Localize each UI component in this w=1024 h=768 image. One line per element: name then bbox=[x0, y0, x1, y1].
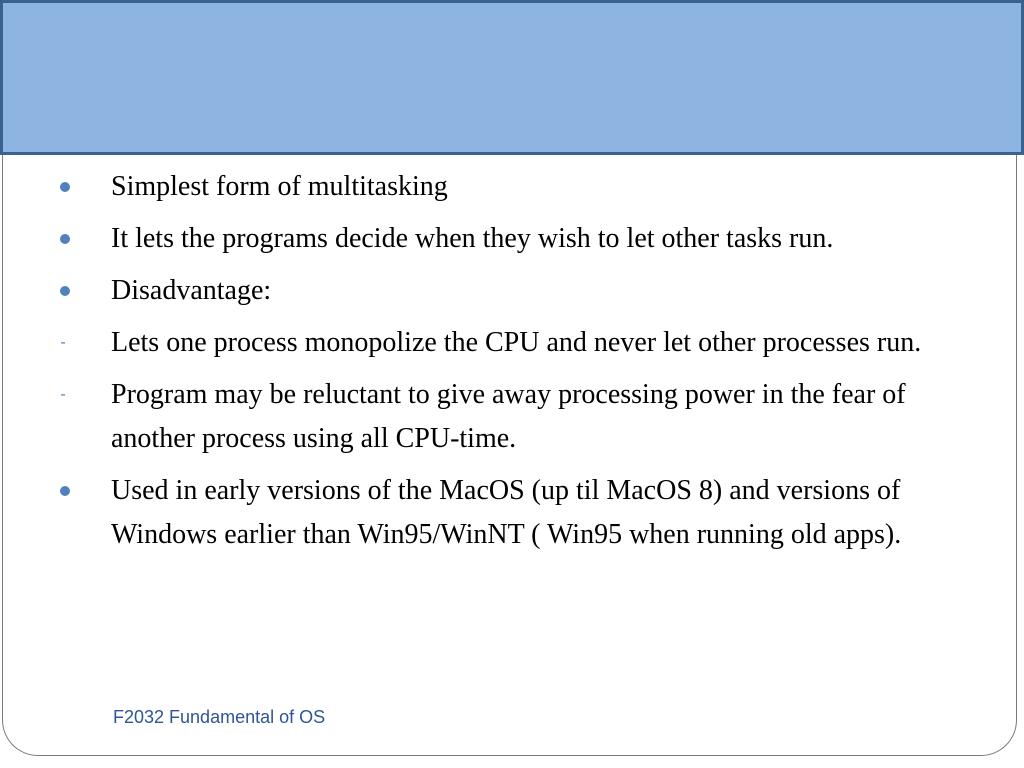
dash-marker bbox=[55, 373, 75, 417]
dash-icon: - bbox=[60, 334, 66, 351]
list-item bbox=[0, 269, 1000, 313]
list-item-text: Lets one process monopolize the CPU and never let other processes run. bbox=[111, 327, 922, 358]
bullet-list bbox=[0, 165, 1000, 565]
bullet-marker bbox=[55, 269, 75, 313]
bullet-dot-icon bbox=[60, 182, 70, 192]
dash-marker bbox=[55, 321, 75, 365]
list-item bbox=[0, 165, 1000, 209]
bullet-marker bbox=[55, 469, 75, 513]
bullet-marker bbox=[55, 165, 75, 209]
bullet-marker bbox=[55, 217, 75, 261]
slide-footer: F2032 Fundamental of OS bbox=[113, 707, 326, 727]
list-item-text: Disadvantage: bbox=[111, 275, 272, 306]
list-item-text: Program may be reluctant to give away processing power in the fear of another process using all CPU-time. bbox=[111, 379, 906, 454]
list-item bbox=[0, 217, 1000, 261]
bullet-dot-icon bbox=[60, 234, 70, 244]
list-item bbox=[0, 321, 1000, 365]
title-bar bbox=[0, 0, 1024, 155]
dash-icon: - bbox=[60, 386, 66, 403]
list-item-text: It lets the programs decide when they wish to let other tasks run. bbox=[111, 223, 834, 254]
list-item bbox=[0, 469, 1000, 557]
list-item bbox=[0, 373, 1000, 461]
bullet-dot-icon bbox=[60, 486, 70, 496]
list-item-text: Simplest form of multitasking bbox=[111, 171, 448, 202]
list-item-text: Used in early versions of the MacOS (up til MacOS 8) and versions of Windows earlier than Win95/WinNT ( Win95 when running old apps). bbox=[111, 475, 902, 550]
bullet-dot-icon bbox=[60, 286, 70, 296]
